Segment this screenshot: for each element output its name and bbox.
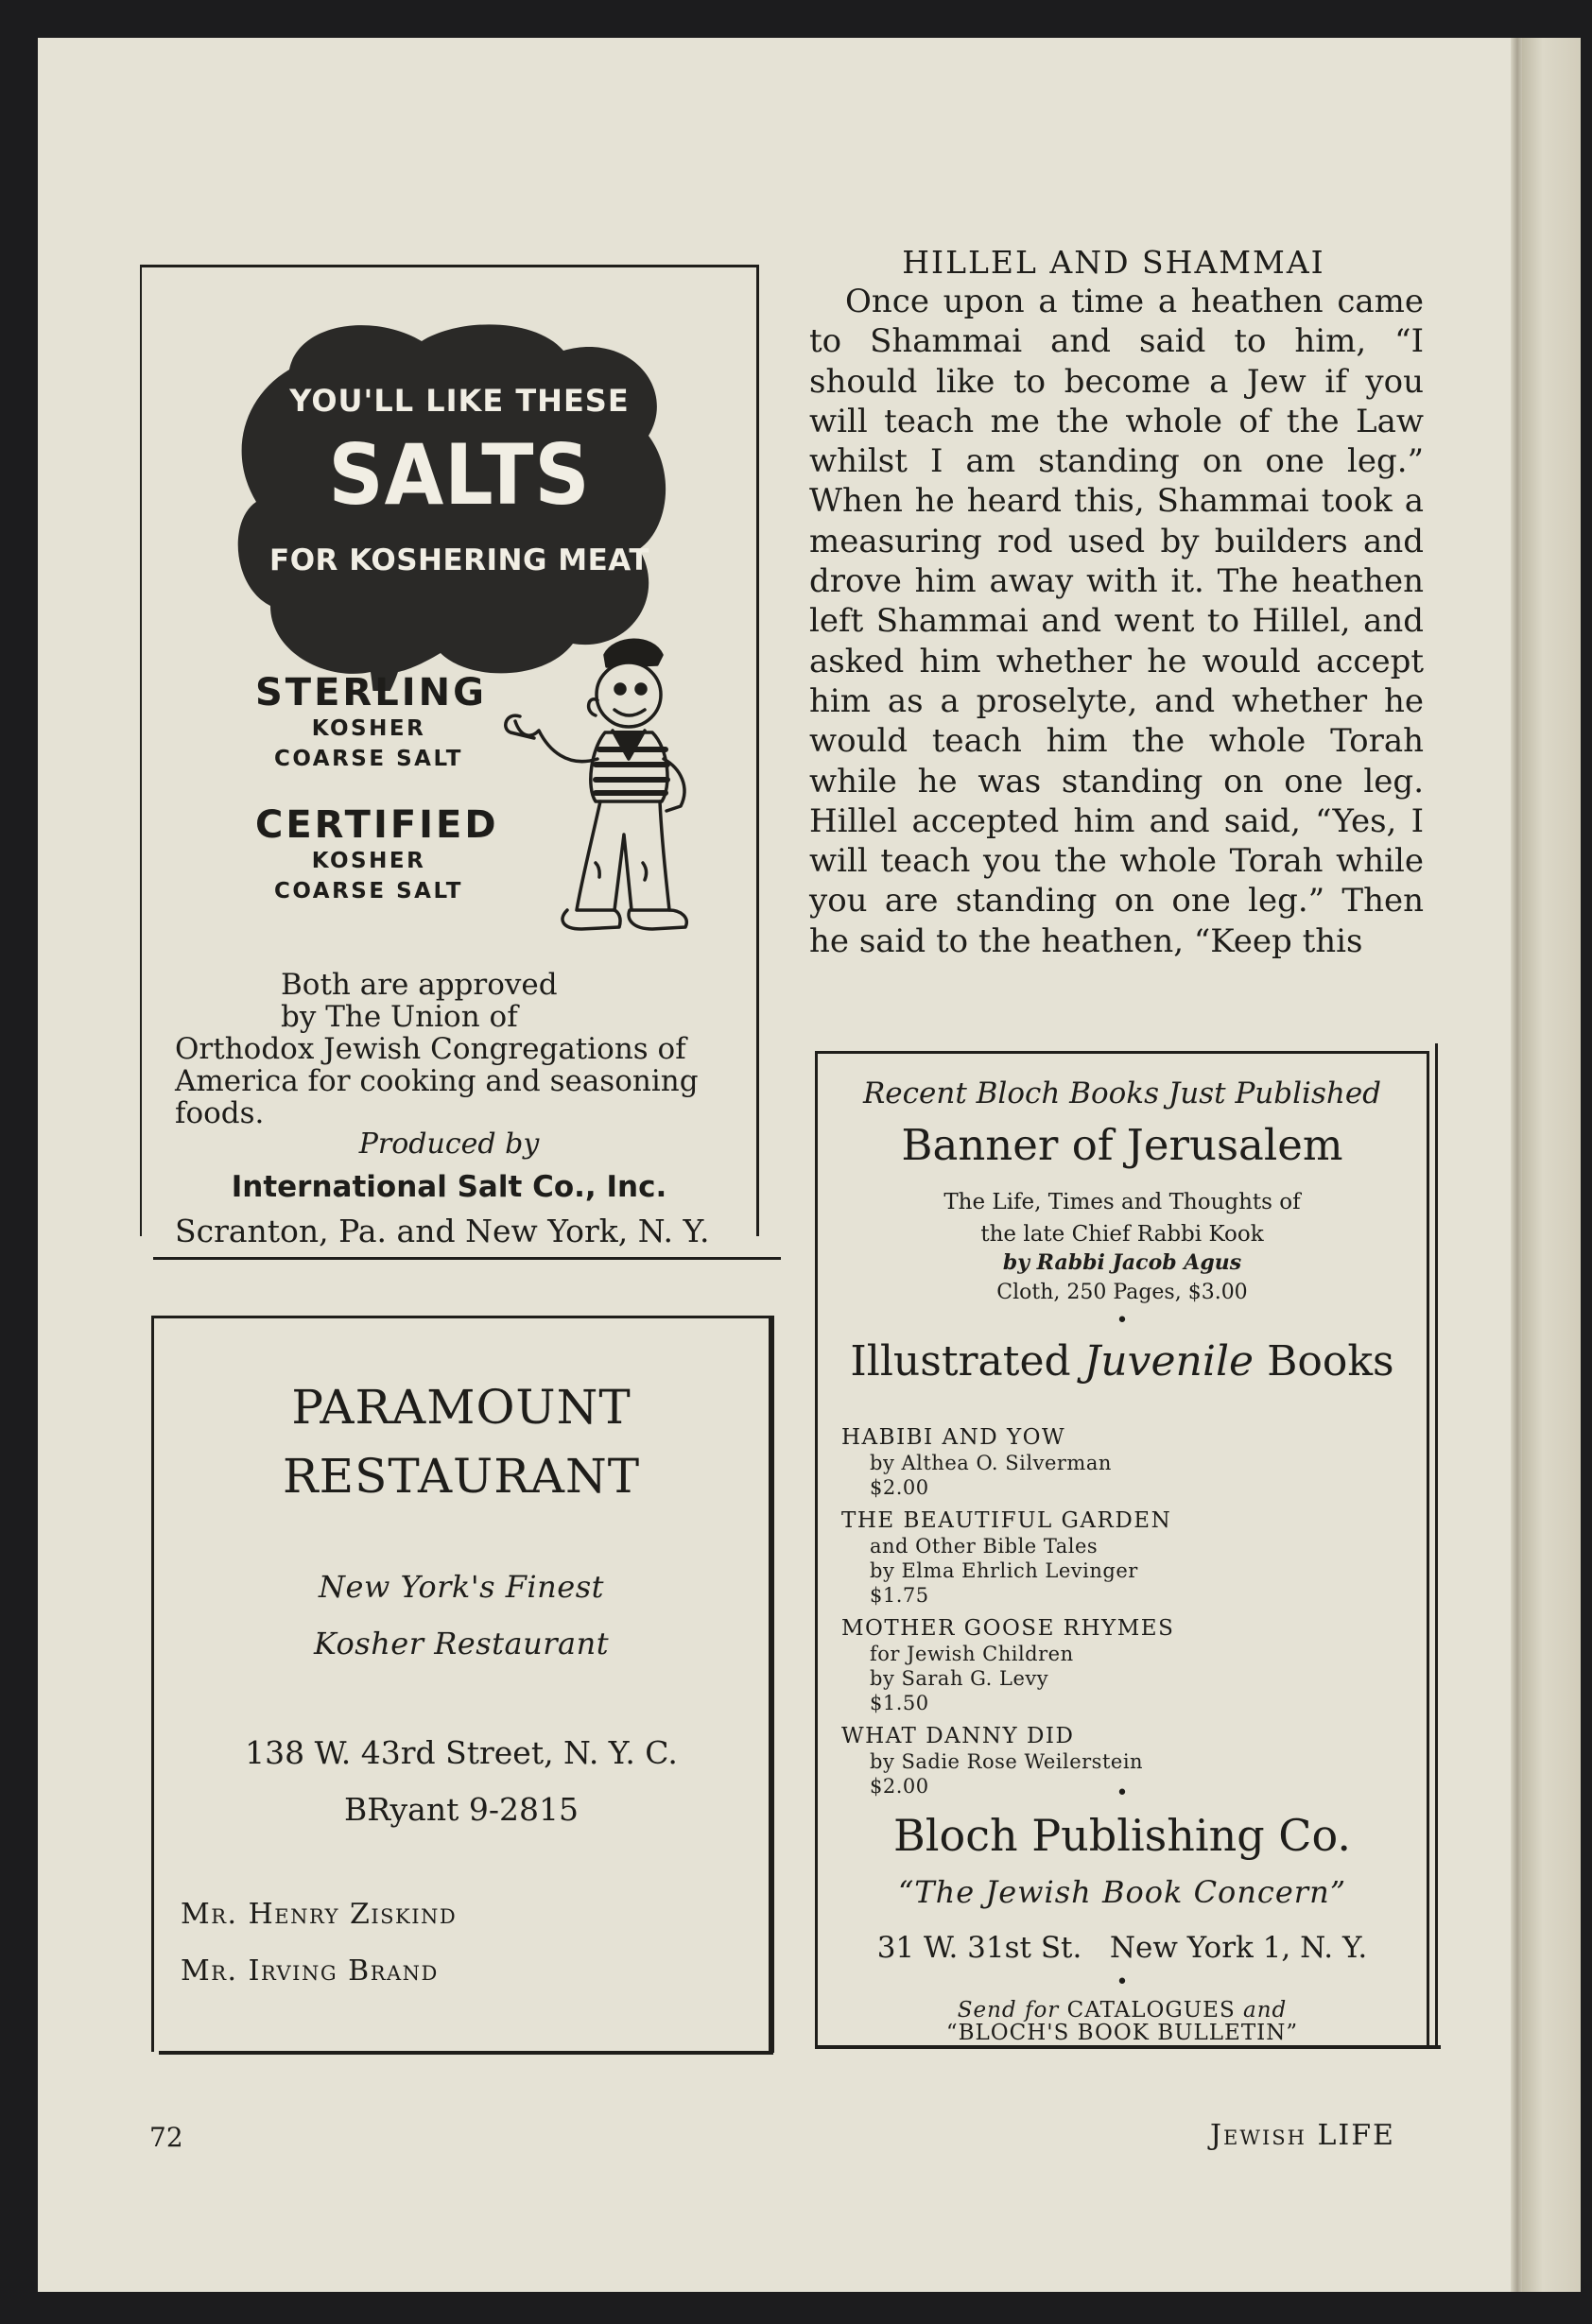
salt-advertisement xyxy=(140,265,759,1249)
ad-rule xyxy=(153,1257,781,1260)
article-title: HILLEL AND SHAMMAI xyxy=(902,244,1325,281)
company-name: International Salt Co., Inc. xyxy=(231,1170,667,1204)
juvenile-book-list xyxy=(841,1424,1409,1806)
book-detail: by Sadie Rose Weilerstein xyxy=(870,1750,1144,1773)
offer-text: and xyxy=(1243,1998,1288,2023)
bullet-separator: • xyxy=(1116,1971,1129,1994)
book-detail: for Jewish Children xyxy=(870,1643,1074,1665)
restaurant-phone: BRyant 9-2815 xyxy=(344,1791,579,1828)
article-paragraph: Once upon a time a heathen came to Shammai and said to him, “I should like to become a Jew if you will teach me the whole of the Law whilst I am standing on one leg.” When he heard this, Shammai took a measuring rod used by builders and drove him away with it. The heathen left Shammai and went to Hillel, and asked him whether he would accept him as a proselyte, and whether he would teach him the whole Torah while he was standing on one leg. Hillel accepted him and said, “Yes, I will teach you the whole Torah while you are standing on one leg.” Then he said to the heathen, “Keep this xyxy=(809,283,1424,960)
approval-line: Both are approved xyxy=(281,968,558,1002)
offer-text: CATALOGUES xyxy=(1066,1998,1236,2023)
book-detail: by Sarah G. Levy xyxy=(870,1667,1049,1690)
book-title: MOTHER GOOSE RHYMES xyxy=(841,1616,1175,1641)
bubble-line-3: FOR KOSHERING MEAT xyxy=(269,543,649,577)
approval-line: by The Union of xyxy=(281,1000,518,1034)
list-item xyxy=(841,1424,1409,1500)
sterling-brand xyxy=(255,671,487,774)
recent-books-heading: Recent Bloch Books Just Published xyxy=(862,1076,1382,1110)
brand-subline: KOSHER xyxy=(311,849,426,873)
book-detail: by Althea O. Silverman xyxy=(870,1452,1112,1474)
book-price: $1.75 xyxy=(870,1584,929,1607)
bullet-separator: • xyxy=(1116,1309,1129,1333)
heading-word: Juvenile xyxy=(1083,1337,1255,1386)
book-title: THE BEAUTIFUL GARDEN xyxy=(841,1508,1172,1533)
book-price: $2.00 xyxy=(870,1476,929,1499)
juvenile-books-heading xyxy=(818,1337,1427,1386)
approval-line: America for cooking and seasoning xyxy=(175,1064,699,1098)
paramount-advertisement xyxy=(151,1316,771,2052)
book-detail: by Elma Ehrlich Levinger xyxy=(870,1559,1138,1582)
brand-name: CERTIFIED xyxy=(255,803,499,847)
ad-rule xyxy=(771,1316,774,2053)
ad-rule xyxy=(1435,1043,1438,2049)
bullet-separator: • xyxy=(1116,1782,1129,1805)
ad-rule xyxy=(159,2051,773,2055)
brand-subline: KOSHER xyxy=(311,716,426,741)
brand-subline: COARSE SALT xyxy=(273,747,463,771)
brand-subline: COARSE SALT xyxy=(273,879,463,904)
sailor-mascot-icon xyxy=(501,627,700,967)
book-price: $2.00 xyxy=(870,1775,929,1798)
restaurant-tagline: Kosher Restaurant xyxy=(313,1626,610,1661)
restaurant-name-line-1: PARAMOUNT xyxy=(291,1380,632,1435)
certified-brand xyxy=(255,803,499,906)
featured-book-title: Banner of Jerusalem xyxy=(901,1120,1343,1170)
book-title: HABIBI AND YOW xyxy=(841,1425,1066,1450)
list-item xyxy=(841,1507,1409,1608)
restaurant-address: 138 W. 43rd Street, N. Y. C. xyxy=(245,1734,678,1771)
description-line: the late Chief Rabbi Kook xyxy=(980,1222,1264,1247)
list-item xyxy=(841,1615,1409,1715)
proprietor-name: Mr. Irving Brand xyxy=(181,1954,439,1988)
book-title: WHAT DANNY DID xyxy=(841,1724,1075,1748)
publisher-address: 31 W. 31st St. New York 1, N. Y. xyxy=(876,1931,1368,1965)
bubble-line-2: SALTS xyxy=(328,426,591,524)
catalogue-offer xyxy=(818,1999,1427,2044)
description-line: The Life, Times and Thoughts of xyxy=(943,1190,1301,1214)
proprietor-name: Mr. Henry Ziskind xyxy=(181,1898,458,1931)
restaurant-tagline: New York's Finest xyxy=(319,1569,604,1605)
featured-book-price: Cloth, 250 Pages, $3.00 xyxy=(996,1281,1248,1304)
next-page-edge xyxy=(1522,38,1581,2292)
page-number: 72 xyxy=(149,2122,183,2153)
heading-word: Books xyxy=(1267,1337,1394,1386)
magazine-name: Jewish LIFE xyxy=(1210,2119,1395,2152)
approval-text xyxy=(175,969,750,1129)
produced-by: Produced by xyxy=(358,1128,540,1161)
restaurant-name-line-2: RESTAURANT xyxy=(282,1449,641,1504)
book-detail: and Other Bible Tales xyxy=(870,1535,1099,1558)
offer-text: “BLOCH'S BOOK BULLETIN” xyxy=(945,2021,1299,2045)
publisher-name: Bloch Publishing Co. xyxy=(892,1810,1351,1861)
bloch-advertisement xyxy=(815,1051,1429,2046)
offer-text: Send for xyxy=(957,1998,1060,2023)
bubble-line-1: YOU'LL LIKE THESE xyxy=(289,383,630,419)
heading-word: Illustrated xyxy=(850,1337,1071,1386)
article-body xyxy=(809,282,1424,961)
approval-line: foods. xyxy=(175,1096,265,1130)
book-price: $1.50 xyxy=(870,1692,929,1714)
featured-book-author: by Rabbi Jacob Agus xyxy=(1002,1250,1242,1275)
brand-name: STERLING xyxy=(255,671,487,714)
publisher-slogan: “The Jewish Book Concern” xyxy=(897,1874,1347,1910)
ad-rule xyxy=(815,2045,1441,2049)
approval-line: Orthodox Jewish Congregations of xyxy=(175,1032,686,1066)
company-address: Scranton, Pa. and New York, N. Y. xyxy=(175,1213,710,1249)
featured-book-description xyxy=(818,1186,1427,1250)
